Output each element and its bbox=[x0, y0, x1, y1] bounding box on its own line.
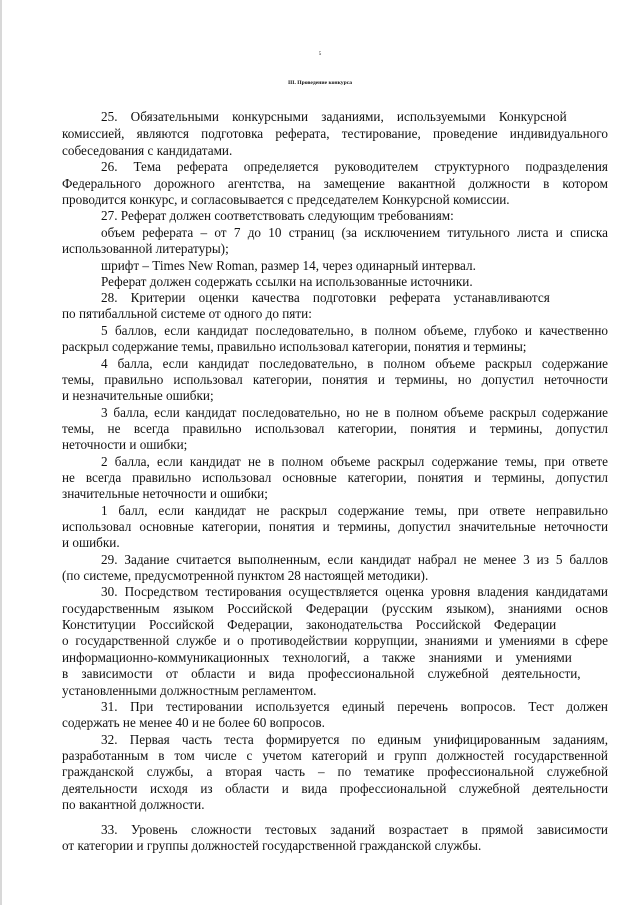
paragraph-line: 3 балла, если кандидат последовательно, но не в полном объеме раскрыл содержание bbox=[101, 405, 608, 420]
paragraph-line: 28. Критерии оценки качества подготовки реферата устанавливаются bbox=[101, 290, 550, 305]
paragraph-line: по вакантной должности. bbox=[62, 797, 205, 812]
section-title: III. Проведение конкурса bbox=[287, 80, 353, 86]
paragraph-line: 32. Первая часть теста формируется по единым унифицированным заданиям, bbox=[101, 732, 608, 747]
paragraph-line: (по системе, предусмотренной пунктом 28 настоящей методики). bbox=[62, 568, 429, 583]
paragraph-line: разработанным в том числе с учетом категорий и групп должностей государственной bbox=[62, 748, 608, 763]
paragraph-line: 5 баллов, если кандидат последовательно, в полном объеме, глубоко и качественно bbox=[101, 323, 608, 338]
paragraph-line: 26. Тема реферата определяется руководителем структурного подразделения bbox=[101, 159, 608, 174]
paragraph-line: шрифт – Times New Roman, размер 14, через одинарный интервал. bbox=[101, 258, 476, 273]
paragraph-line: использовал основные категории, понятия и термины, допустил значительные неточности bbox=[62, 519, 608, 534]
paragraph-line: темы, правильно использовал категории, понятия и термины, но допустил неточности bbox=[62, 372, 608, 387]
paragraph-line: комиссией, являются подготовка реферата, тестирование, проведение индивидуального bbox=[62, 126, 608, 141]
paragraph-line: собеседования с кандидатами. bbox=[62, 143, 233, 158]
paragraph-line: объем реферата – от 7 до 10 страниц (за исключением титульного листа и списка bbox=[101, 225, 608, 240]
paragraph-line: проводится конкурс, и согласовывается с председателем Конкурсной комиссии. bbox=[62, 192, 510, 207]
paragraph-line: и ошибки. bbox=[62, 535, 120, 550]
paragraph-line: и незначительные ошибки; bbox=[62, 388, 214, 403]
paragraph-line: Федерального дорожного агентства, на замещение вакантной должности в котором bbox=[62, 176, 608, 191]
paragraph-line: 31. При тестировании используется единый перечень вопросов. Тест должен bbox=[101, 699, 608, 714]
paragraph-line: информационно-коммуникационных технологий, а также знаниями и умениями bbox=[62, 650, 572, 665]
paragraph-line: гражданской службы, а вторая часть – по тематике профессиональной служебной bbox=[62, 764, 608, 779]
paragraph-line: установленными должностным регламентом. bbox=[62, 683, 317, 698]
paragraph-line: 4 балла, если кандидат последовательно, в полном объеме раскрыл содержание bbox=[101, 356, 608, 371]
paragraph-line: по пятибалльной системе от одного до пяти: bbox=[62, 306, 312, 321]
scan-edge bbox=[0, 0, 2, 905]
paragraph-line: о государственной службе и о противодействии коррупции, знаниями и умениями в сфере bbox=[62, 633, 608, 648]
paragraph-line: от категории и группы должностей государственной гражданской службы. bbox=[62, 838, 482, 853]
paragraph-line: Реферат должен содержать ссылки на использованные источники. bbox=[101, 274, 473, 289]
paragraph-line: 29. Задание считается выполненным, если кандидат набрал не менее 3 из 5 баллов bbox=[101, 552, 608, 567]
paragraph-line: содержать не менее 40 и не более 60 вопросов. bbox=[62, 715, 325, 730]
paragraph-line: значительные неточности и ошибки; bbox=[62, 486, 268, 501]
page-number: 5 bbox=[318, 52, 322, 57]
paragraph-line: раскрыл содержание темы, правильно использовал категории, понятия и термины; bbox=[62, 339, 527, 354]
paragraph-line: темы, не всегда правильно использовал категории, понятия и термины, допустил bbox=[62, 421, 608, 436]
paragraph-line: Конституции Российской Федерации, законодательства Российской Федерации bbox=[62, 617, 557, 632]
paragraph-line: неточности и ошибки; bbox=[62, 437, 188, 452]
paragraph-line: 1 балл, если кандидат не раскрыл содержание темы, при ответе неправильно bbox=[101, 503, 608, 518]
paragraph-line: 2 балла, если кандидат не в полном объеме раскрыл содержание темы, при ответе bbox=[101, 454, 608, 469]
paragraph-line: государственным языком Российской Федерации (русским языком), знаниями основ bbox=[62, 601, 608, 616]
paragraph-line: не всегда правильно использовал основные категории, понятия и термины, допустил bbox=[62, 470, 608, 485]
paragraph-line: использованной литературы); bbox=[62, 241, 229, 256]
paragraph-line: 27. Реферат должен соответствовать следующим требованиям: bbox=[101, 208, 454, 223]
paragraph-line: в зависимости от области и вида профессиональной служебной деятельности, bbox=[62, 666, 581, 681]
paragraph-line: 25. Обязательными конкурсными заданиями, используемыми Конкурсной bbox=[101, 109, 567, 124]
paragraph-line: 30. Посредством тестирования осуществляется оценка уровня владения кандидатами bbox=[101, 584, 608, 599]
paragraph-line: деятельности исходя из области и вида профессиональной служебной деятельности bbox=[62, 781, 608, 796]
paragraph-line: 33. Уровень сложности тестовых заданий возрастает в прямой зависимости bbox=[101, 822, 608, 837]
